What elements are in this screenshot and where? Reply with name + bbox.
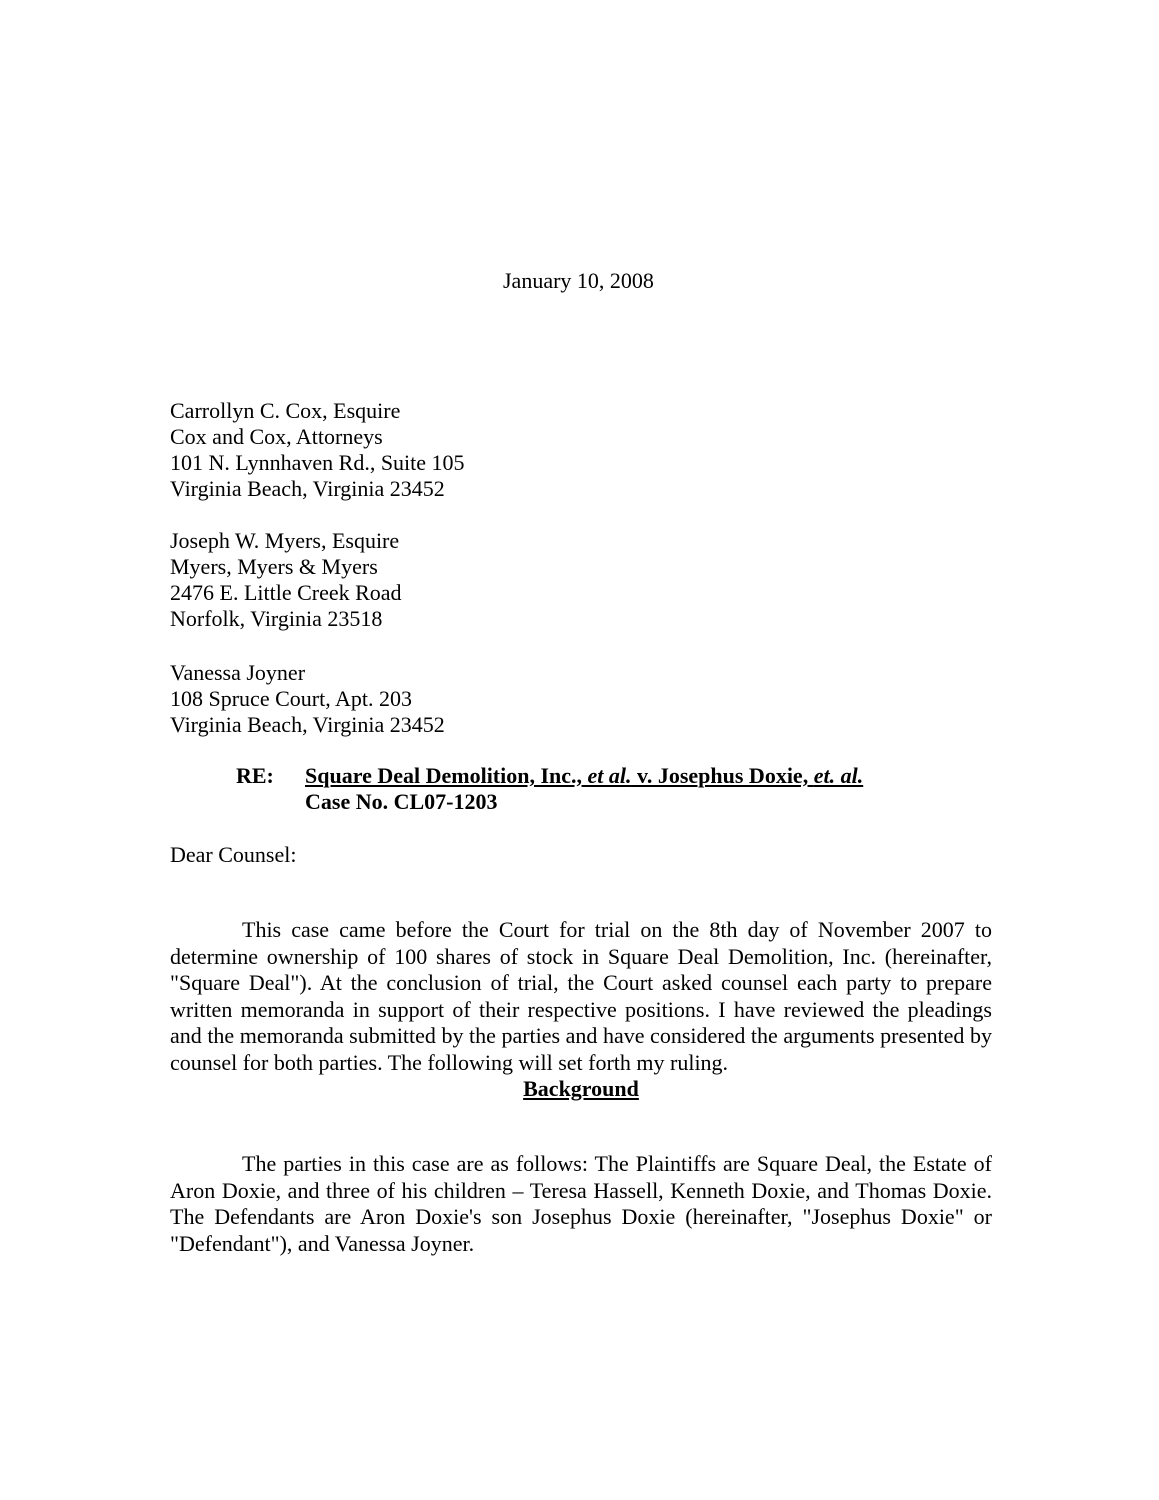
re-caption-italic2: et. al.: [813, 763, 864, 788]
re-case-number-row: [236, 789, 863, 815]
body-paragraph: The parties in this case are as follows: The Plaintiffs are Square Deal, the Estate of Aron Doxie, and three of his children – Teresa Hassell, Kenneth Doxie, and Thomas Doxie. The Defendants are Aron Doxie's son Josephus Doxie (hereinafter, "Josephus Doxie" or "Defendant"), and Vanessa Joyner.: [170, 1151, 992, 1256]
recipient-address-block: [170, 398, 465, 502]
address-line: Cox and Cox, Attorneys: [170, 424, 383, 449]
re-caption-part1: Square Deal Demolition, Inc.,: [305, 763, 588, 788]
recipient-address-block: [170, 660, 445, 738]
letter-date: January 10, 2008: [503, 268, 654, 293]
re-block: [236, 763, 863, 815]
re-case-number: Case No. CL07-1203: [305, 789, 498, 814]
address-line: Myers, Myers & Myers: [170, 554, 378, 579]
address-line: Joseph W. Myers, Esquire: [170, 528, 400, 553]
recipient-address-block: [170, 528, 402, 632]
re-caption-row: [236, 763, 863, 789]
address-line: 2476 E. Little Creek Road: [170, 580, 402, 605]
address-line: Vanessa Joyner: [170, 660, 306, 685]
re-caption-italic1: et al.: [587, 763, 632, 788]
address-line: Norfolk, Virginia 23518: [170, 606, 383, 631]
re-label: RE:: [236, 763, 274, 788]
address-line: 101 N. Lynnhaven Rd., Suite 105: [170, 450, 465, 475]
re-caption-part2: v. Josephus Doxie,: [631, 763, 814, 788]
body-paragraph: This case came before the Court for trial on the 8th day of November 2007 to determine ownership of 100 shares of stock in Square Deal Demolition, Inc. (hereinafter, "Square Deal"). At the conclusion of trial, the Court asked counsel each party to prepare written memoranda in support of their respective positions. I have reviewed the pleadings and the memoranda submitted by the parties and have considered the arguments presented by counsel for both parties. The following will set forth my ruling.: [170, 917, 992, 1075]
section-heading-background: [170, 1076, 992, 1102]
address-line: Virginia Beach, Virginia 23452: [170, 712, 445, 737]
address-line: Carrollyn C. Cox, Esquire: [170, 398, 401, 423]
salutation: Dear Counsel:: [170, 842, 297, 867]
section-heading-label: Background: [523, 1076, 639, 1101]
address-line: 108 Spruce Court, Apt. 203: [170, 686, 412, 711]
address-line: Virginia Beach, Virginia 23452: [170, 476, 445, 501]
re-case-caption: [305, 763, 863, 789]
